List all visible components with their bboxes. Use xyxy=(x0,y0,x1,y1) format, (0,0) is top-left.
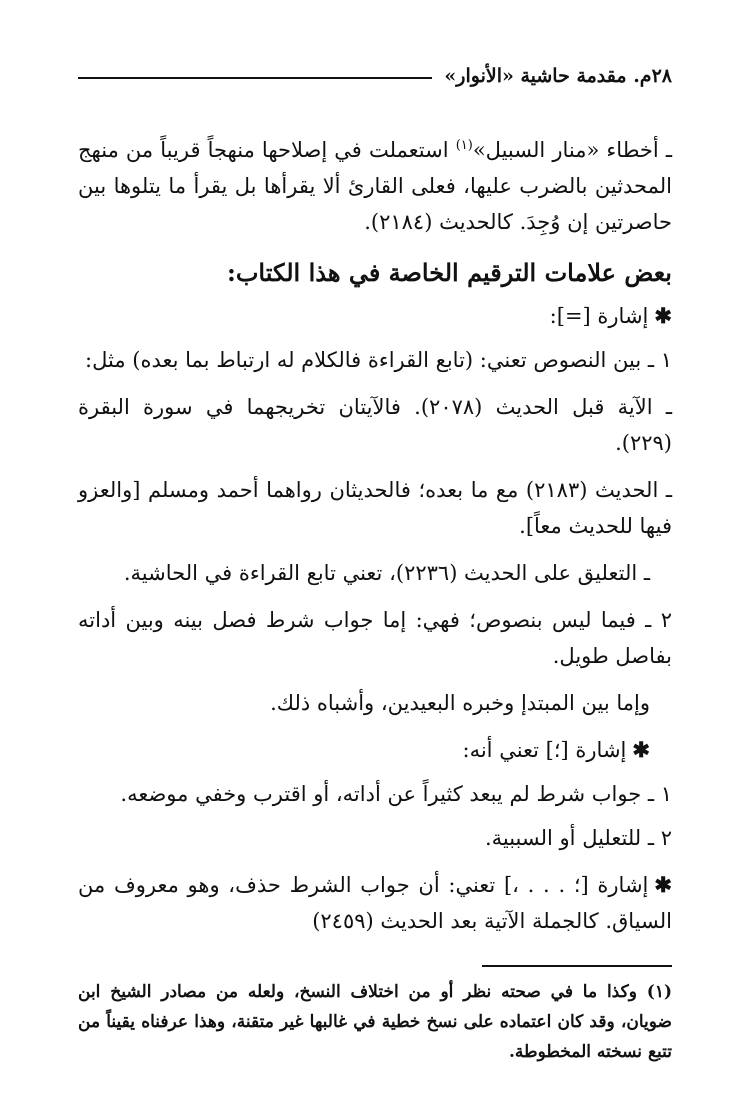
section-heading: بعض علامات الترقيم الخاصة في هذا الكتاب: xyxy=(226,258,672,287)
footnote-1: (١) وكذا ما في صحته نظر أو من اختلاف النسخ، ولعله من مصادر الشيخ ابن ضويان، وقد كان اعتماده على نسخ خطية في غالبها غير متقنة، وهذا عرفناه يقيناً من تتبع نسخته المخطوطة. xyxy=(78,982,672,1062)
header-rule xyxy=(78,77,432,79)
example-verse: ـ الآية قبل الحديث (٢٠٧٨). فالآيتان تخريجهما في سورة البقرة (٢٢٩). xyxy=(78,395,672,455)
paragraph-manar-errors-start: ـ أخطاء «منار السبيل» xyxy=(472,138,672,162)
star-icon: ✱ xyxy=(632,737,650,762)
main-text xyxy=(78,132,672,939)
page-header xyxy=(78,62,672,90)
sign-semicolon-heading xyxy=(78,732,672,768)
semicolon-item-1: ١ ـ جواب شرط لم يبعد كثيراً عن أداته، أو اقترب وخفي موضعه. xyxy=(120,782,672,806)
running-title: ٢٨م. مقدمة حاشية «الأنوار» xyxy=(444,65,672,87)
star-icon: ✱ xyxy=(654,872,672,897)
example-hadith: ـ الحديث (٢١٨٣) مع ما بعده؛ فالحديثان رواهما أحمد ومسلم [والعزو فيها للحديث معاً]. xyxy=(78,478,672,538)
equals-item-1: ١ ـ بين النصوص تعني: (تابع القراءة فالكلام له ارتباط بما بعده) مثل: xyxy=(85,348,672,372)
equals-item-2-continued: وإما بين المبتدإ وخبره البعيدين، وأشباه ذلك. xyxy=(270,691,650,715)
footnote-separator xyxy=(482,965,672,967)
document-page xyxy=(78,62,672,1110)
sign-semicolon-label: إشارة [؛] تعني أنه: xyxy=(462,738,627,762)
semicolon-item-2: ٢ ـ للتعليل أو السببية. xyxy=(484,826,672,850)
sign-ellipsis-paragraph xyxy=(78,867,672,939)
sign-ellipsis-text: إشارة [؛ . . . ،] تعني: أن جواب الشرط حذف، وهو معروف من السياق. كالجملة الآتية بعد الحديث (٢٤٥٩) xyxy=(78,873,672,933)
star-icon: ✱ xyxy=(654,303,672,328)
example-commentary: ـ التعليق على الحديث (٢٢٣٦)، تعني تابع القراءة في الحاشية. xyxy=(123,561,650,585)
equals-item-2: ٢ ـ فيما ليس بنصوص؛ فهي: إما جواب شرط فصل بينه وبين أداته بفاصل طويل. xyxy=(78,608,672,668)
paragraph-manar-errors-rest: استعملت في إصلاحها منهجاً قريباً من منهج المحدثين بالضرب عليها، فعلى القارئ ألا يقرأها بل يقرأ ما يتلوها بين حاصرتين إن وُجِدَ. كالحديث (٢١٨٤). xyxy=(78,138,672,234)
sign-equals-label: إشارة [=]: xyxy=(549,304,649,328)
footnote-reference[interactable]: (١) xyxy=(455,138,473,153)
paragraph-manar-errors xyxy=(78,132,672,240)
sign-equals-heading xyxy=(78,298,672,334)
